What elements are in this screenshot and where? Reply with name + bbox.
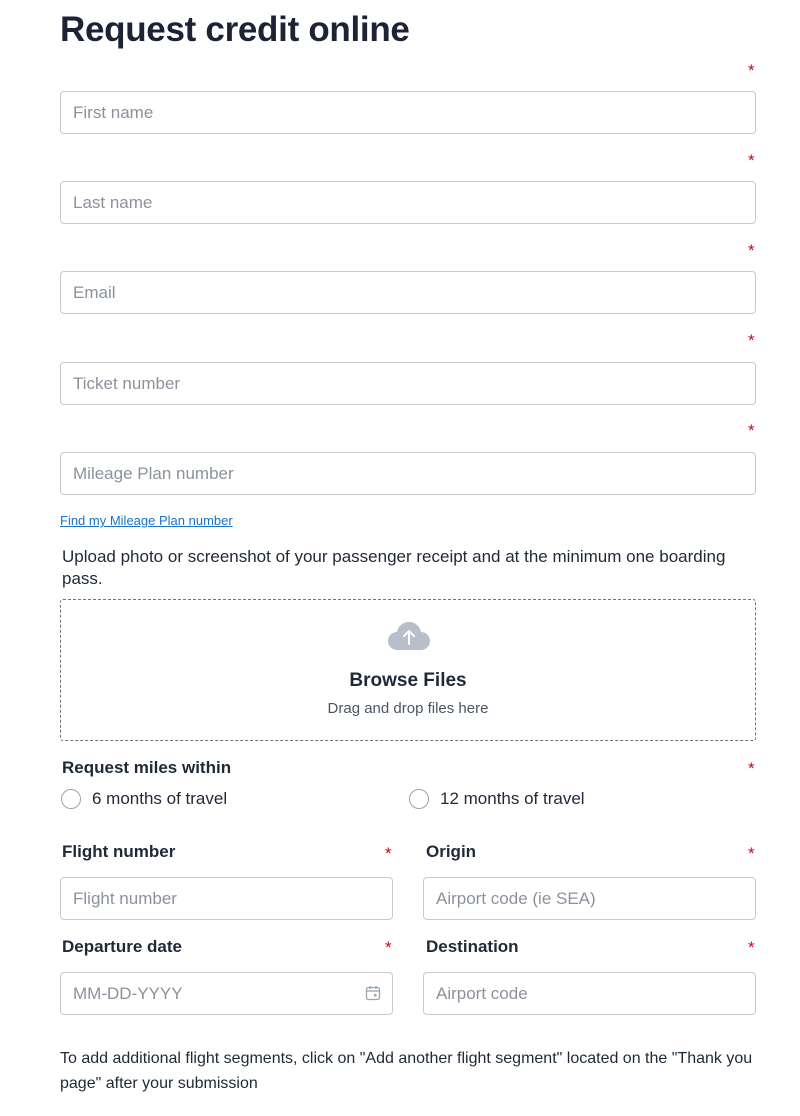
find-mileage-plan-link[interactable]: Find my Mileage Plan number xyxy=(60,513,233,528)
required-mark-departure: * xyxy=(385,938,392,957)
page-title: Request credit online xyxy=(60,10,410,49)
file-dropzone[interactable] xyxy=(60,599,756,741)
cloud-upload-icon xyxy=(387,620,431,657)
last-name-input[interactable] xyxy=(60,181,756,224)
required-mark-mileage: * xyxy=(748,421,755,440)
additional-segments-note: To add additional flight segments, click on "Add another flight segment" located on the "Thank you page" after your submission xyxy=(60,1050,753,1092)
request-miles-label: Request miles within xyxy=(62,758,232,777)
email-input[interactable] xyxy=(60,271,756,314)
origin-label: Origin xyxy=(426,842,477,861)
required-mark-first-name: * xyxy=(748,61,755,80)
required-mark-destination: * xyxy=(748,938,755,957)
radio-label-6-months: 6 months of travel xyxy=(92,789,228,808)
origin-input[interactable] xyxy=(423,877,756,920)
first-name-input[interactable] xyxy=(60,91,756,134)
required-mark-email: * xyxy=(748,241,755,260)
flight-number-input[interactable] xyxy=(60,877,393,920)
destination-label: Destination xyxy=(426,937,519,956)
calendar-icon[interactable] xyxy=(365,985,381,1006)
radio-6-months[interactable] xyxy=(61,789,227,809)
required-mark-flight-number: * xyxy=(385,844,392,863)
departure-date-label: Departure date xyxy=(62,937,182,956)
radio-label-12-months: 12 months of travel xyxy=(440,789,585,808)
destination-input[interactable] xyxy=(423,972,756,1015)
radio-circle-6-months[interactable] xyxy=(61,789,81,809)
drag-drop-hint: Drag and drop files here xyxy=(327,700,489,717)
mileage-plan-input[interactable] xyxy=(60,452,756,495)
upload-instructions: Upload photo or screenshot of your passenger receipt and at the minimum one boarding pass. xyxy=(62,547,726,588)
required-mark-ticket: * xyxy=(748,331,755,350)
required-mark-miles: * xyxy=(748,759,755,778)
required-mark-origin: * xyxy=(748,844,755,863)
departure-date-input[interactable] xyxy=(60,972,393,1015)
browse-files-label[interactable]: Browse Files xyxy=(349,670,467,691)
ticket-number-input[interactable] xyxy=(60,362,756,405)
required-mark-last-name: * xyxy=(748,151,755,170)
flight-number-label: Flight number xyxy=(62,842,176,861)
radio-12-months[interactable] xyxy=(409,789,585,809)
radio-circle-12-months[interactable] xyxy=(409,789,429,809)
